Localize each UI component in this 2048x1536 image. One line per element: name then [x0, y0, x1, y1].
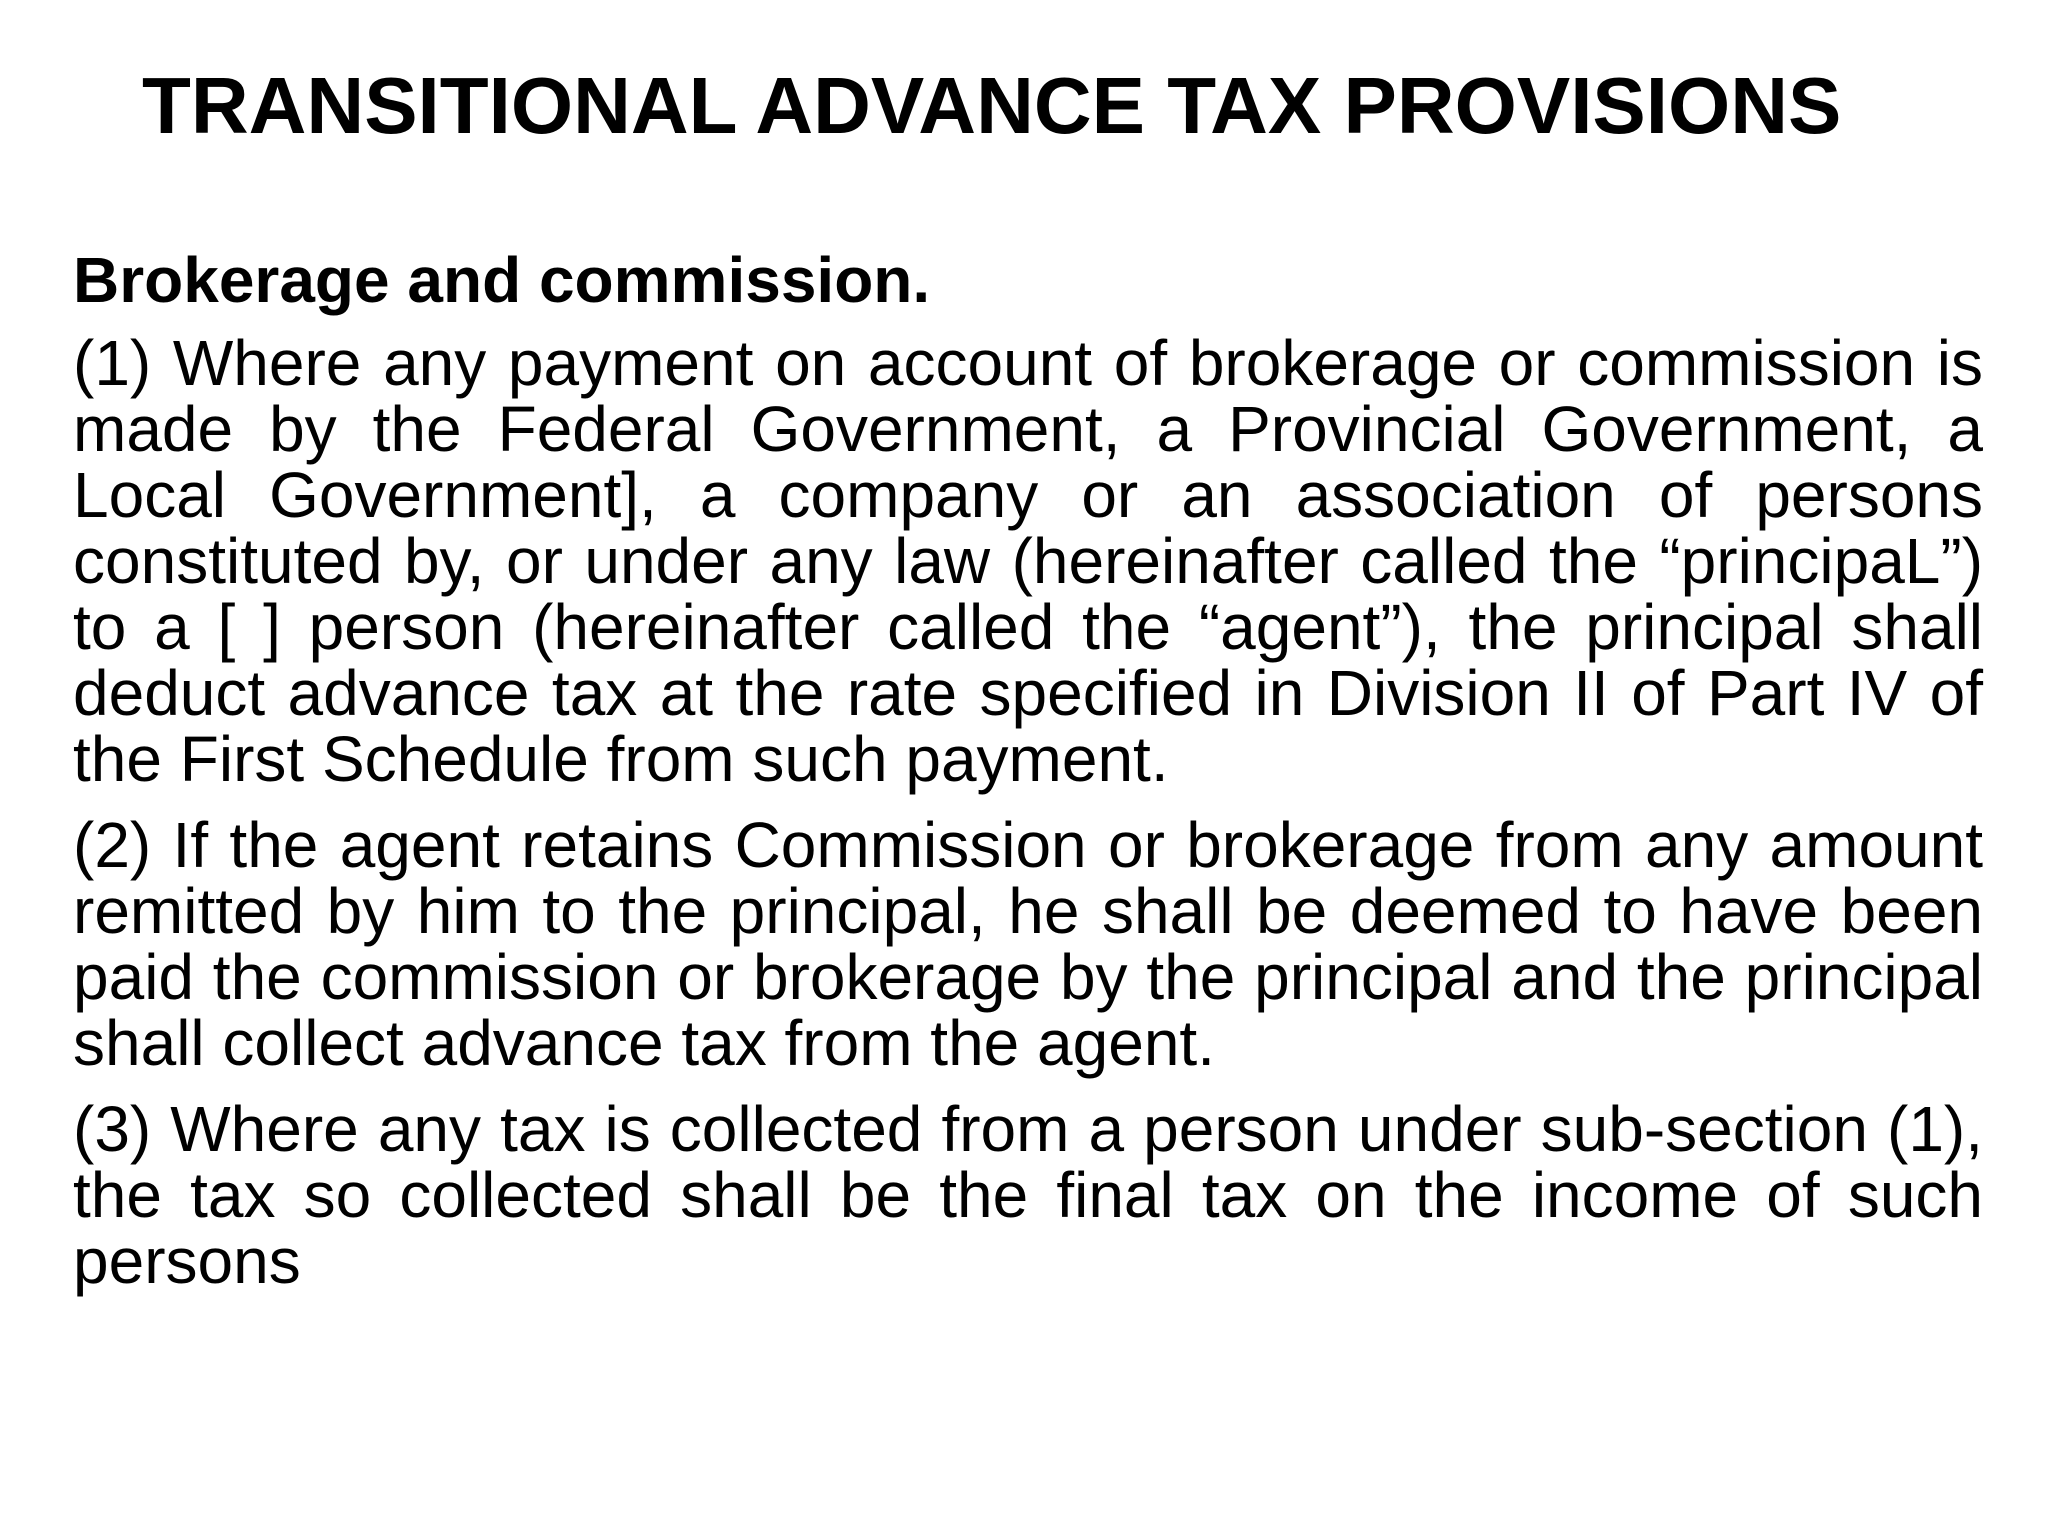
paragraph-1: (1) Where any payment on account of brokerage or commission is made by the Federal Government, a Provincial Government, a Local Government], a company or an association of persons constituted by, or under any law (hereinafter called the “principaL”) to a [ ] person (hereinafter called the “agent”), the principal shall deduct advance tax at the rate specified in Division II of Part IV of the First Schedule from such payment. [73, 327, 1983, 795]
slide-title: TRANSITIONAL ADVANCE TAX PROVISIONS [142, 61, 1842, 150]
paragraph-2: (2) If the agent retains Commission or brokerage from any amount remitted by him to the principal, he shall be deemed to have been paid the commission or brokerage by the principal and the principal shall collect advance tax from the agent. [73, 809, 1983, 1079]
paragraph-3: (3) Where any tax is collected from a person under sub-section (1), the tax so collected shall be the final tax on the income of such persons [73, 1093, 1983, 1297]
slide-body [73, 244, 1983, 1314]
section-heading: Brokerage and commission. [73, 244, 931, 316]
